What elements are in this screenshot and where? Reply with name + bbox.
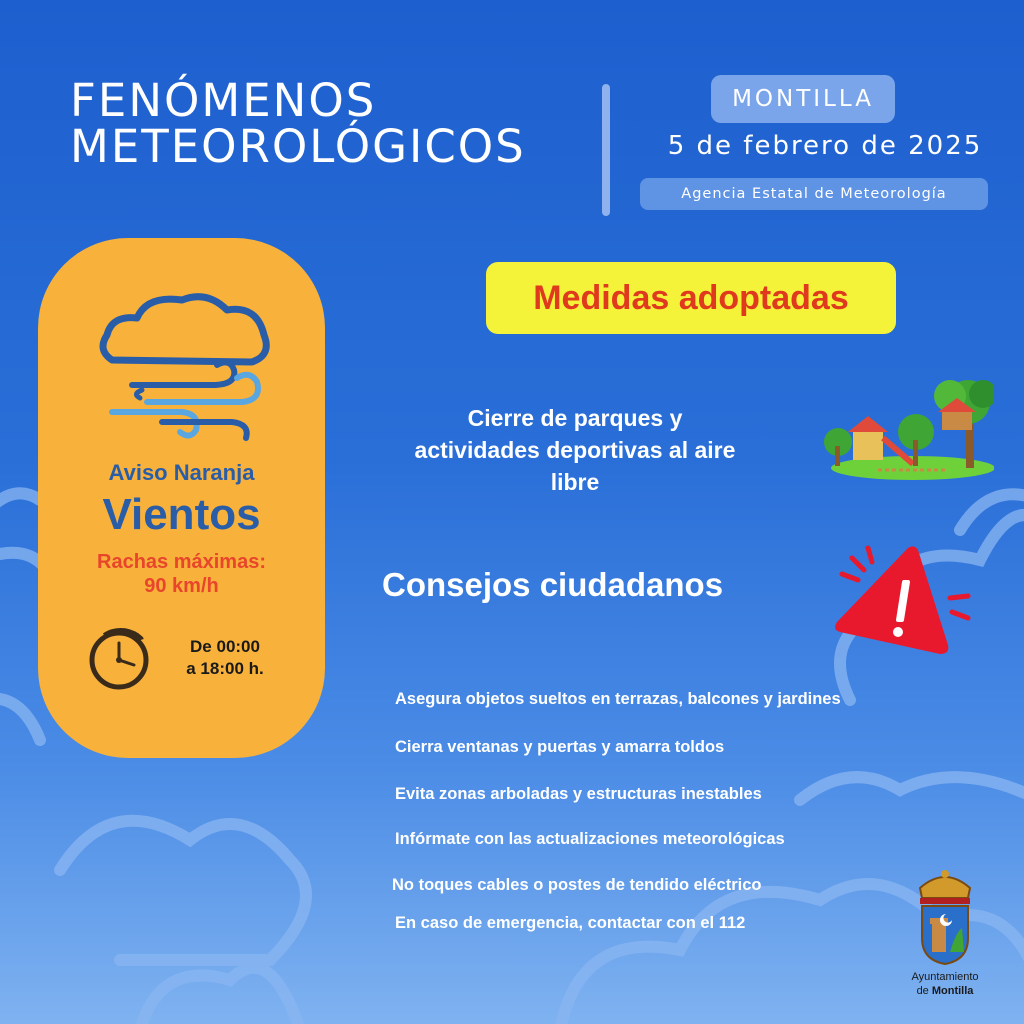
park-playground-illustration — [818, 380, 994, 485]
measures-line-3: libre — [550, 469, 600, 495]
list-item: No toques cables o postes de tendido eléctrico — [392, 876, 762, 894]
time-start: De 00:00 — [190, 637, 260, 656]
page-title — [70, 74, 590, 173]
list-item: En caso de emergencia, contactar con el 112 — [395, 914, 746, 932]
town-crest-logo — [910, 866, 980, 966]
title-line-1: FENÓMENOS — [70, 74, 377, 127]
time-end: a 18:00 h. — [186, 659, 264, 678]
wind-cloud-icon — [92, 290, 282, 450]
alert-triangle-icon — [828, 540, 978, 670]
gusts-label: Rachas máximas: — [97, 551, 266, 573]
warning-level: Aviso Naranja — [108, 460, 255, 485]
measures-line-1: Cierre de parques y — [467, 405, 683, 431]
clock-icon — [86, 625, 152, 691]
list-item: Evita zonas arboladas y estructuras inestables — [395, 785, 762, 803]
agency-badge: Agencia Estatal de Meteorología — [640, 178, 988, 210]
date-label: 5 de febrero de 2025 — [667, 131, 983, 161]
warning-phenomenon: Vientos — [102, 490, 261, 539]
gusts-info — [38, 550, 325, 598]
gusts-value: 90 km/h — [144, 575, 219, 597]
town-council-line-1: Ayuntamiento — [911, 971, 979, 983]
header-divider — [602, 84, 610, 216]
title-line-2: METEOROLÓGICOS — [70, 120, 526, 173]
measures-heading: Medidas adoptadas — [486, 262, 896, 334]
town-council-label — [880, 970, 1010, 998]
location-badge: MONTILLA — [711, 75, 895, 123]
list-item: Asegura objetos sueltos en terrazas, balcones y jardines — [395, 690, 841, 708]
advice-heading: Consejos ciudadanos — [382, 566, 724, 603]
warning-time-range — [165, 636, 285, 680]
measures-line-2: actividades deportivas al aire — [414, 437, 736, 463]
list-item: Cierra ventanas y puertas y amarra toldos — [395, 738, 725, 756]
list-item: Infórmate con las actualizaciones meteorológicas — [395, 830, 785, 848]
town-council-line-2: de Montilla — [916, 985, 974, 997]
measures-text — [355, 402, 795, 498]
